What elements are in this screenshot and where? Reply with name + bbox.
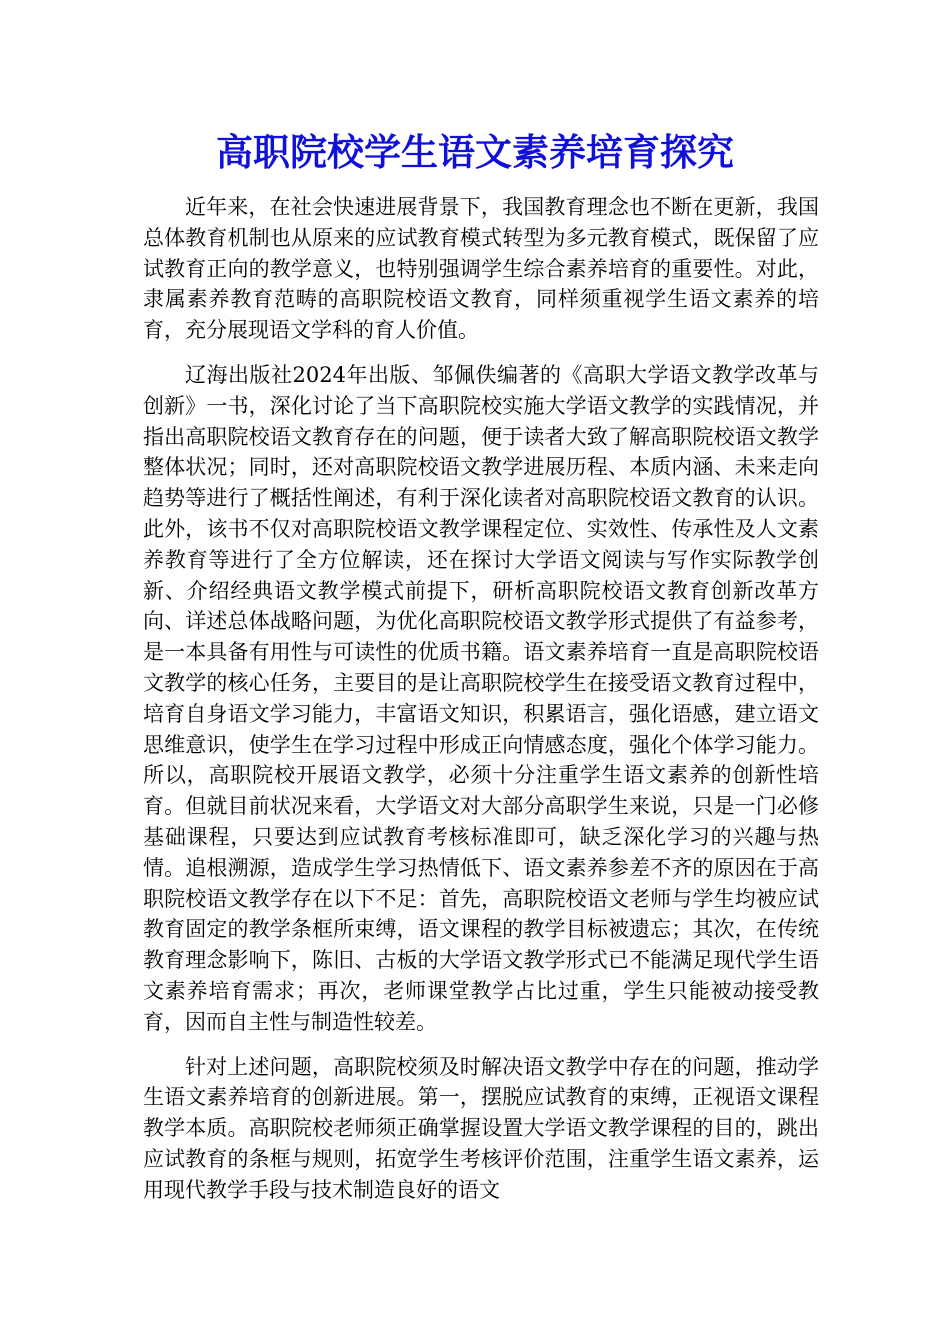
document-body	[143, 192, 819, 1220]
paragraph: 辽海出版社2024年出版、邹佩佚编著的《高职大学语文教学改革与创新》一书，深化讨论了当下高职院校实施大学语文教学的实践情况，并指出高职院校语文教育存在的问题，便于读者大致了解高职院校语文教学整体状况；同时，还对高职院校语文教学进展历程、本质内涵、未来走向趋势等进行了概括性阐述，有利于深化读者对高职院校语文教育的认识。此外，该书不仅对高职院校语文教学课程定位、实效性、传承性及人文素养教育等进行了全方位解读，还在探讨大学语文阅读与写作实际教学创新、介绍经典语文教学模式前提下，研析高职院校语文教育创新改革方向、详述总体战略问题，为优化高职院校语文教学形式提供了有益参考，是一本具备有用性与可读性的优质书籍。语文素养培育一直是高职院校语文教学的核心任务，主要目的是让高职院校学生在接受语文教育过程中，培育自身语文学习能力，丰富语文知识，积累语言，强化语感，建立语文思维意识，使学生在学习过程中形成正向情感态度，强化个体学习能力。所以，高职院校开展语文教学，必须十分注重学生语文素养的创新性培育。但就目前状况来看，大学语文对大部分高职学生来说，只是一门必修基础课程，只要达到应试教育考核标准即可，缺乏深化学习的兴趣与热情。追根溯源，造成学生学习热情低下、语文素养参差不齐的原因在于高职院校语文教学存在以下不足：首先，高职院校语文老师与学生均被应试教育固定的教学条框所束缚，语文课程的教学目标被遗忘；其次，在传统教育理念影响下，陈旧、古板的大学语文教学形式已不能满足现代学生语文素养培育需求；再次，老师课堂教学占比过重，学生只能被动接受教育，因而自主性与制造性较差。	[143, 362, 819, 1034]
document-title: 高职院校学生语文素养培育探究	[216, 130, 734, 174]
paragraph: 针对上述问题，高职院校须及时解决语文教学中存在的问题，推动学生语文素养培育的创新进展。第一，摆脱应试教育的束缚，正视语文课程教学本质。高职院校老师须正确掌握设置大学语文教学课程的目的，跳出应试教育的条框与规则，拓宽学生考核评价范围，注重学生语文素养，运用现代教学手段与技术制造良好的语文	[143, 1054, 819, 1202]
paragraph: 近年来，在社会快速进展背景下，我国教育理念也不断在更新，我国总体教育机制也从原来的应试教育模式转型为多元教育模式，既保留了应试教育正向的教学意义，也特别强调学生综合素养培育的重要性。对此，隶属素养教育范畴的高职院校语文教育，同样须重视学生语文素养的培育，充分展现语文学科的育人价值。	[143, 195, 819, 343]
